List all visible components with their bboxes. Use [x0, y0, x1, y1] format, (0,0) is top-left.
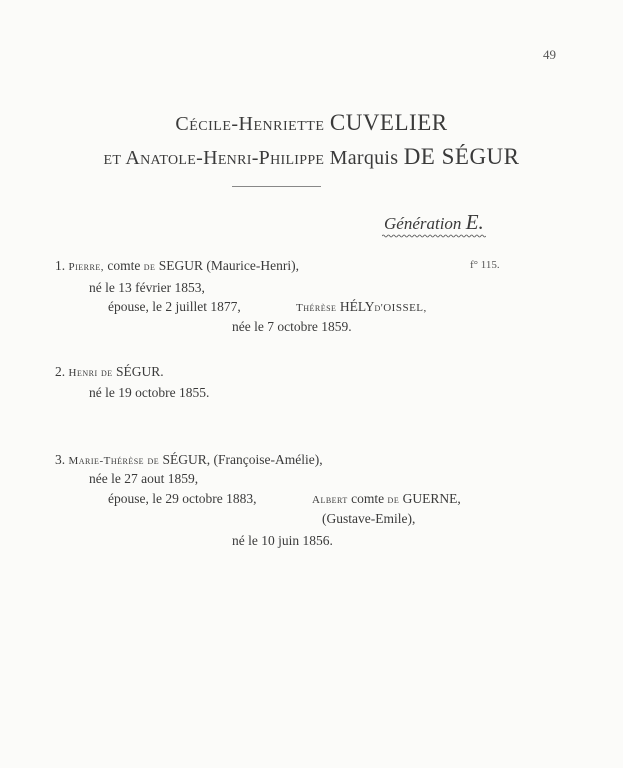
- entry-particle: de: [147, 455, 160, 467]
- entry-given-names: (Françoise-Amélie),: [213, 452, 323, 467]
- entry-surname: SÉGUR,: [162, 452, 211, 467]
- entry-1-spouse-birth: née le 7 octobre 1859.: [232, 319, 352, 334]
- generation-heading: [384, 210, 484, 235]
- generation-underline: [382, 234, 486, 238]
- entry-1-birth: né le 13 février 1853,: [89, 280, 205, 295]
- spouse-title: comte: [351, 491, 385, 506]
- entry-3-birth: née le 27 aout 1859,: [89, 471, 199, 486]
- entry-3-spouse-birth: né le 10 juin 1856.: [232, 533, 333, 548]
- title-groom-surname: DE SÉGUR: [403, 144, 520, 169]
- spouse-particle: d'OISSEL,: [374, 302, 427, 314]
- spouse-first-name: Albert: [312, 494, 348, 506]
- title-groom-names: et Anatole-Henri-Philippe: [103, 147, 325, 169]
- entry-3-name-line: [55, 452, 323, 468]
- entry-particle: de: [143, 261, 156, 273]
- title-groom-title: Marquis: [329, 147, 399, 169]
- entry-number: 3.: [55, 452, 66, 467]
- entry-1-spouse: [296, 299, 427, 315]
- spouse-surname: GUERNE,: [402, 491, 461, 506]
- entry-number: 1.: [55, 258, 66, 273]
- spouse-surname: HÉLY: [339, 299, 375, 314]
- entry-given-names: (Maurice-Henri),: [206, 258, 299, 273]
- entry-2-birth: né le 19 octobre 1855.: [89, 385, 210, 400]
- generation-label: Génération: [384, 214, 462, 233]
- spouse-particle: de: [387, 494, 400, 506]
- spouse-first-name: Thérèse: [296, 302, 337, 314]
- title-divider: [232, 186, 321, 187]
- entry-1-folio-ref: f° 115.: [470, 259, 500, 271]
- generation-letter: E.: [465, 210, 484, 234]
- title-bride-names: Cécile-Henriette: [175, 113, 325, 135]
- entry-first-name: Henri: [68, 367, 98, 379]
- entry-1-marriage: épouse, le 2 juillet 1877,: [108, 299, 241, 314]
- entry-number: 2.: [55, 364, 66, 379]
- entry-surname: SEGUR: [158, 258, 204, 273]
- entry-surname: SÉGUR.: [116, 364, 164, 379]
- entry-particle: de: [100, 367, 113, 379]
- entry-first-name: Pierre,: [68, 261, 104, 273]
- entry-3-marriage: épouse, le 29 octobre 1883,: [108, 491, 257, 506]
- title-line-2: [0, 144, 623, 170]
- entry-2-name-line: [55, 364, 164, 380]
- title-line-1: [0, 110, 623, 136]
- entry-3-spouse: [312, 491, 461, 507]
- page-number: 49: [543, 47, 556, 62]
- entry-title: comte: [107, 258, 141, 273]
- title-bride-surname: CUVELIER: [329, 110, 448, 135]
- entry-first-name: Marie-Thérèse: [68, 455, 145, 467]
- entry-1-name-line: [55, 258, 299, 274]
- entry-3-spouse-given: (Gustave-Emile),: [322, 511, 416, 526]
